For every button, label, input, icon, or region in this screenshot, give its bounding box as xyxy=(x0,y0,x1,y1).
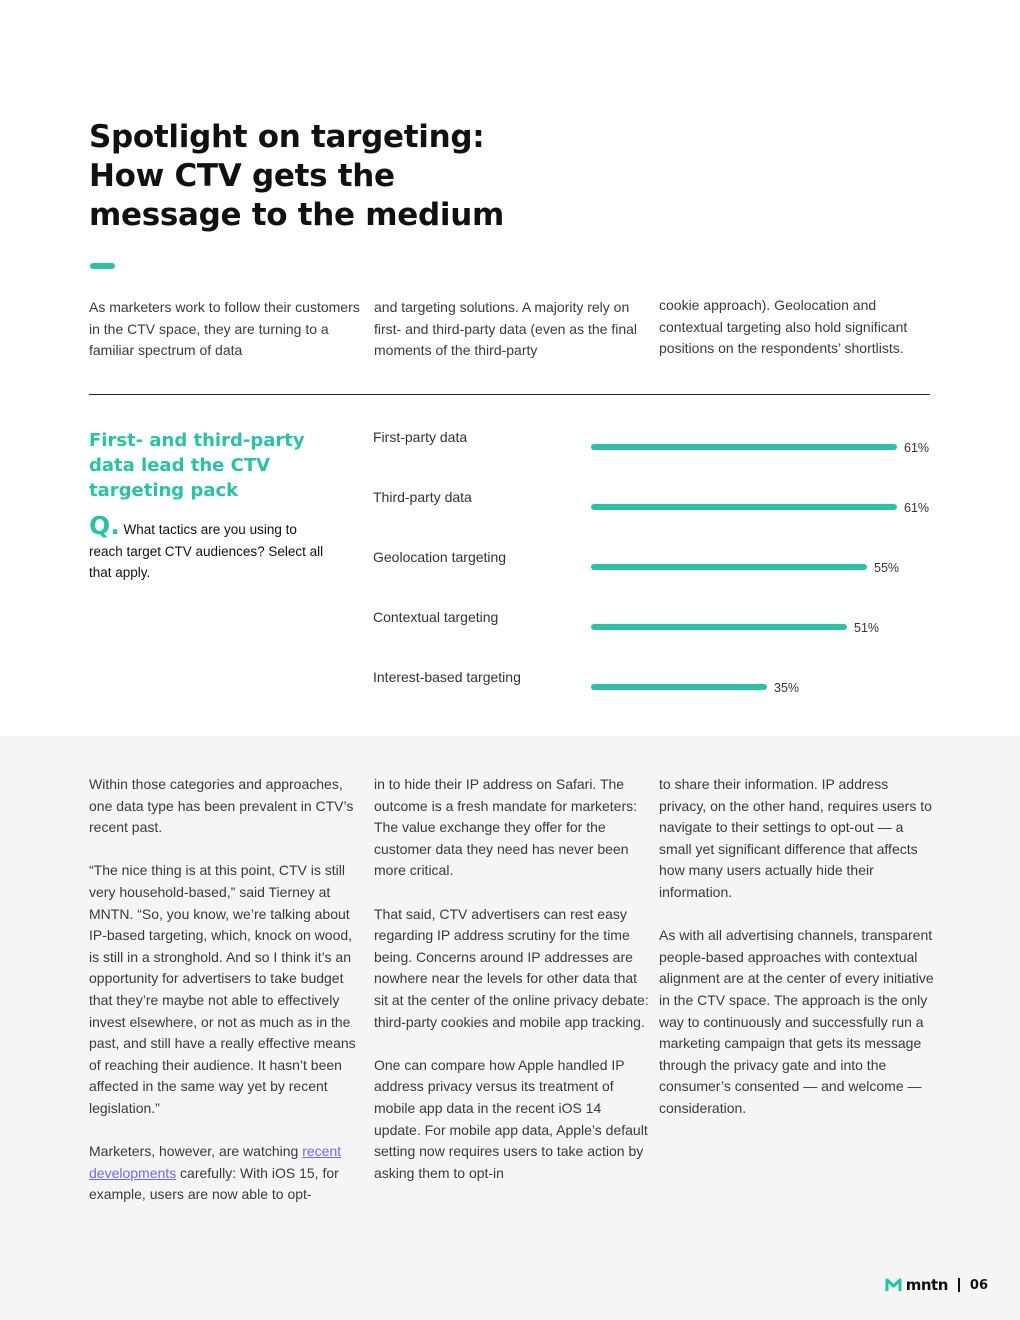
body-column-2 xyxy=(374,774,649,1206)
bar-value-label: 35% xyxy=(774,681,800,695)
question-text: What tactics are you using to reach target CTV audiences? Select all that apply. xyxy=(89,522,324,581)
body-paragraph: Within those categories and approaches, one data type has been prevalent in CTV’s recent past. xyxy=(89,776,354,836)
bar-row xyxy=(373,669,933,699)
body-paragraph: One can compare how Apple handled IP address privacy versus its treatment of mobile app data in the recent iOS 14 update. For mobile app data, Apple’s default setting now requires users to take action by asking them to opt-in xyxy=(374,1056,648,1181)
mntn-logo-icon xyxy=(885,1278,902,1293)
page-title xyxy=(89,118,609,235)
bar-value-label: 61% xyxy=(904,441,930,455)
body-column-3 xyxy=(659,774,939,1141)
body-text: carefully: With iOS 15, for example, users are now able to opt- xyxy=(89,1164,339,1203)
page-title-line: Spotlight on targeting: xyxy=(89,119,485,155)
bar-value-label: 55% xyxy=(874,561,900,575)
body-paragraph: to share their information. IP address privacy, on the other hand, requires users to navigate to their settings to opt-out — a small yet significant difference that affects how many users actually hide their information. xyxy=(659,776,932,900)
bar-row xyxy=(373,489,933,519)
bar-category-label: Interest-based targeting xyxy=(373,669,521,685)
page-number: 06 xyxy=(969,1277,988,1293)
page-title-line: message to the medium xyxy=(89,197,504,233)
bar xyxy=(591,444,897,450)
brand-name: mntn xyxy=(905,1276,948,1294)
page-footer xyxy=(885,1276,988,1294)
bar-category-label: Third-party data xyxy=(373,489,472,505)
recent-developments-link[interactable]: recent developments xyxy=(89,1143,342,1181)
bar xyxy=(591,684,767,690)
body-paragraph xyxy=(89,1141,364,1206)
intro-column-1: As marketers work to follow their customers in the CTV space, they are turning to a familiar spectrum of data xyxy=(89,299,360,359)
bar-row xyxy=(373,429,933,459)
intro-column-2: and targeting solutions. A majority rely on first- and third-party data (even as the final moments of the third-party xyxy=(374,299,638,359)
body-paragraph: in to hide their IP address on Safari. The outcome is a fresh mandate for marketers: The value exchange they offer for the customer data they need has never been more critical. xyxy=(374,776,637,879)
chart-heading: First- and third-party data lead the CTV targeting pack xyxy=(89,430,305,501)
bar-row xyxy=(373,609,933,639)
section-divider xyxy=(89,394,930,395)
bar-category-label: Geolocation targeting xyxy=(373,549,507,565)
bar-category-label: Contextual targeting xyxy=(373,609,499,625)
body-column-1 xyxy=(89,774,364,1227)
body-paragraph: That said, CTV advertisers can rest easy regarding IP address scrutiny for the time being. Concerns around IP addresses are nowhere near the levels for other data that sit at the center of the online privacy debate: third-party cookies and mobile app tracking. xyxy=(374,905,649,1030)
bar xyxy=(591,564,867,570)
intro-column-3: cookie approach). Geolocation and contextual targeting also hold significant positions on the respondents’ shortlists. xyxy=(659,297,908,357)
body-text: Marketers, however, are watching xyxy=(89,1143,303,1160)
question-mark: Q. xyxy=(89,511,120,540)
footer-separator xyxy=(958,1278,960,1292)
bar xyxy=(591,504,897,510)
bar-chart xyxy=(373,420,933,710)
bar-value-label: 61% xyxy=(904,501,930,515)
accent-divider xyxy=(90,263,115,269)
bar-category-label: First-party data xyxy=(373,429,468,445)
bar-row xyxy=(373,549,933,579)
bar-value-label: 51% xyxy=(854,621,880,635)
survey-question xyxy=(89,511,329,584)
body-paragraph: As with all advertising channels, transparent people-based approaches with contextual alignment are at the center of every initiative in the CTV space. The approach is the only way to continuously and successfully run a marketing campaign that gets its message through the privacy gate and into the consumer’s consented — and welcome — consideration. xyxy=(659,927,934,1116)
body-paragraph: “The nice thing is at this point, CTV is still very household-based,” said Tierney at MNTN. “So, you know, we’re talking about IP-based targeting, which, knock on wood, is still in a stronghold. And so I think it’s an opportunity for advertisers to take budget that they’re maybe not able to effectively invest elsewhere, or not as much as in the past, and still have a really effective means of reaching their audience. It hasn’t been affected in the same way yet by recent legislation.” xyxy=(89,862,356,1116)
page-title-line: How CTV gets the xyxy=(89,158,395,194)
bar xyxy=(591,624,847,630)
